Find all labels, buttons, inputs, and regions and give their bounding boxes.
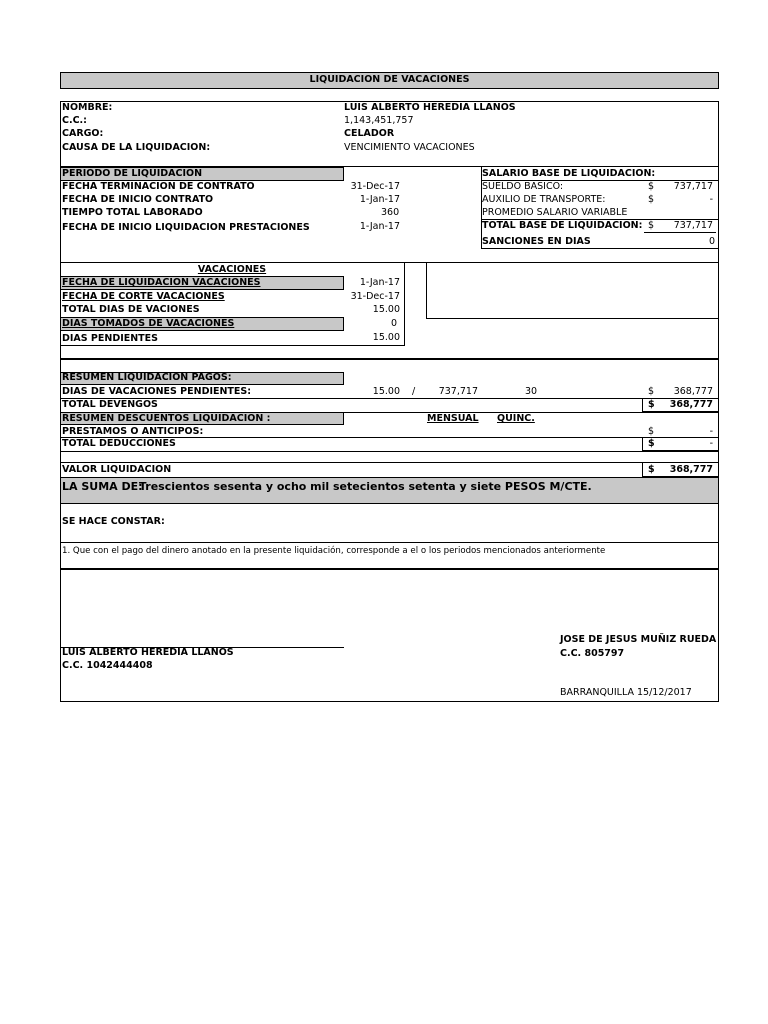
periodo-row-value: 31-Dec-17 — [350, 181, 400, 192]
salario-factor: 737,717 — [438, 386, 478, 397]
dias-total-value: 368,777 — [673, 386, 713, 397]
tomados-label: DIAS TOMADOS DE VACACIONES — [62, 318, 235, 329]
valor-top-line — [60, 462, 719, 463]
pendientes-label: DIAS PENDIENTES — [62, 333, 158, 344]
periodo-header: PERIODO DE LIQUIDACION — [62, 168, 203, 179]
periodo-row-value: 1-Jan-17 — [359, 194, 400, 205]
total-base-value: 737,717 — [673, 220, 713, 231]
vacaciones-side-box — [426, 262, 719, 319]
vacaciones-header: VACACIONES — [197, 264, 267, 275]
pagos-line — [60, 398, 719, 399]
suma-text: Trescientos sesenta y ocho mil setecientos setenta y siete PESOS M/CTE. — [139, 480, 592, 493]
cargo-label: CARGO: — [62, 128, 104, 139]
nombre-label: NOMBRE: — [62, 102, 113, 113]
valor-value: 368,777 — [669, 464, 713, 475]
causa-label: CAUSA DE LA LIQUIDACION: — [62, 142, 211, 153]
periodo-row-label: TIEMPO TOTAL LABORADO — [62, 207, 203, 218]
total-dias-label: TOTAL DIAS DE VACIONES — [62, 304, 200, 315]
nombre-value: LUIS ALBERTO HEREDIA LLANOS — [344, 102, 516, 113]
constar-line — [60, 542, 719, 543]
slash-separator: / — [412, 386, 416, 397]
valor-currency: $ — [648, 464, 655, 475]
prestamos-value: - — [709, 426, 713, 437]
total-base-currency: $ — [648, 220, 655, 231]
sanciones-label: SANCIONES EN DIAS — [482, 236, 591, 247]
constar-bottom — [60, 568, 719, 570]
mensual-label: MENSUAL — [427, 413, 479, 424]
total-base-underline — [644, 232, 716, 233]
cc-label: C.C.: — [62, 115, 87, 126]
sanciones-value: 0 — [708, 236, 715, 247]
descuentos-header: RESUMEN DESCUENTOS LIQUIDACION : — [62, 413, 271, 424]
devengos-label: TOTAL DEVENGOS — [62, 399, 158, 410]
pendientes-value: 15.00 — [372, 332, 400, 343]
empleado-cc: C.C. 1042444408 — [62, 660, 153, 671]
valor-label: VALOR LIQUIDACION — [62, 464, 172, 475]
deducciones-label: TOTAL DEDUCCIONES — [62, 438, 176, 449]
cargo-value: CELADOR — [344, 128, 395, 139]
fecha-corte-label: FECHA DE CORTE VACACIONES — [62, 291, 225, 302]
dias-pendientes-label: DIAS DE VACACIONES PENDIENTES: — [62, 386, 252, 397]
periodo-row-label: FECHA DE INICIO LIQUIDACION PRESTACIONES — [62, 222, 310, 233]
prestamos-currency: $ — [648, 426, 655, 437]
suma-label: LA SUMA DE: — [62, 480, 143, 493]
promedio-label: PROMEDIO SALARIO VARIABLE — [482, 207, 628, 218]
salario-header: SALARIO BASE DE LIQUIDACION: — [482, 168, 656, 179]
divisor: 30 — [525, 386, 538, 397]
periodo-row-value: 360 — [381, 207, 400, 218]
empleado-nombre: LUIS ALBERTO HEREDIA LLANOS — [62, 647, 234, 658]
sueldo-label: SUELDO BASICO: — [482, 181, 564, 192]
sueldo-currency: $ — [648, 181, 655, 192]
page-title: LIQUIDACION DE VACACIONES — [309, 74, 470, 85]
periodo-row-label: FECHA TERMINACION DE CONTRATO — [62, 181, 255, 192]
empleador-nombre: JOSE DE JESUS MUÑIZ RUEDA — [560, 634, 717, 645]
deducciones-currency: $ — [648, 438, 655, 449]
empleador-cc: C.C. 805797 — [560, 648, 625, 659]
auxilio-label: AUXILIO DE TRANSPORTE: — [482, 194, 606, 205]
constar-label: SE HACE CONSTAR: — [62, 516, 165, 527]
tomados-value: 0 — [390, 318, 397, 329]
salario-bottom — [481, 248, 719, 249]
divider — [60, 358, 719, 360]
dias-pendientes-value: 15.00 — [372, 386, 400, 397]
fecha-corte-value: 31-Dec-17 — [350, 291, 400, 302]
prestamos-label: PRESTAMOS O ANTICIPOS: — [62, 426, 204, 437]
dias-total-currency: $ — [648, 386, 655, 397]
auxilio-value: - — [709, 194, 713, 205]
devengos-currency: $ — [648, 399, 655, 410]
deducciones-value: - — [709, 438, 713, 449]
fecha-liq-label: FECHA DE LIQUIDACION VACACIONES — [62, 277, 261, 288]
constar-text: 1. Que con el pago del dinero anotado en la presente liquidación, corresponde a el o los periodos mencionados anteriormente — [62, 546, 606, 556]
periodo-row-value: 1-Jan-17 — [359, 221, 400, 232]
auxilio-currency: $ — [648, 194, 655, 205]
sueldo-value: 737,717 — [673, 181, 713, 192]
causa-value: VENCIMIENTO VACACIONES — [344, 142, 475, 153]
fecha-liq-value: 1-Jan-17 — [359, 277, 400, 288]
devengos-value: 368,777 — [669, 399, 713, 410]
quinc-label: QUINC. — [497, 413, 535, 424]
total-base-label: TOTAL BASE DE LIQUIDACION: — [482, 220, 643, 231]
pagos-header: RESUMEN LIQUIDACION PAGOS: — [62, 372, 232, 383]
cc-value: 1,143,451,757 — [344, 115, 414, 126]
periodo-row-label: FECHA DE INICIO CONTRATO — [62, 194, 214, 205]
deducciones-line — [60, 451, 719, 452]
salario-left-border — [481, 167, 482, 249]
lugar-fecha: BARRANQUILLA 15/12/2017 — [560, 687, 692, 698]
total-dias-value: 15.00 — [372, 304, 400, 315]
